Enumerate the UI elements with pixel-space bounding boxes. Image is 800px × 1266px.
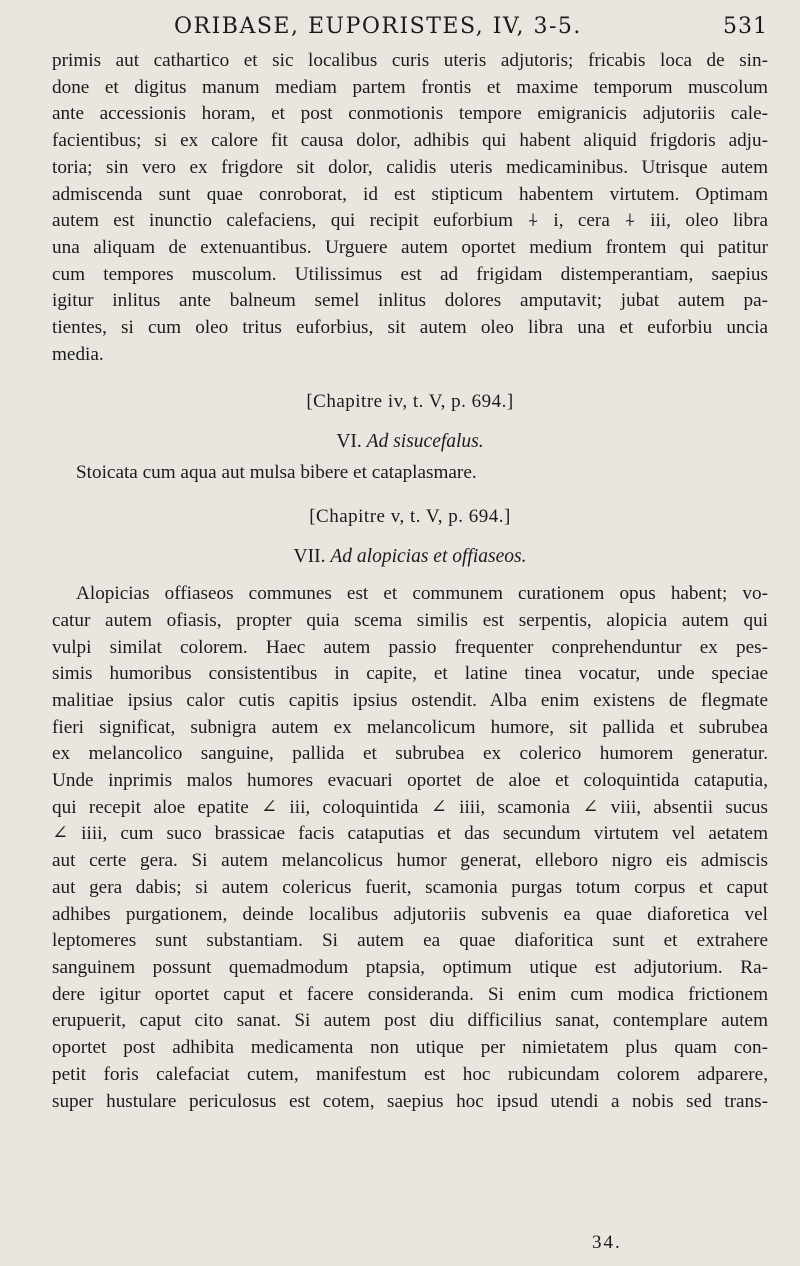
heading-title: Ad alopicias et offiaseos. — [330, 546, 527, 568]
text-line: primis aut cathartico et sic localibus curis uteris adjutoris; fricabis loca de sin- — [52, 50, 768, 71]
text-line: aut gera dabis; si autem colericus fuerit, scamonia purgas totum corpus et caput — [52, 876, 768, 898]
text-line: toria; sin vero ex frigdore sit dolor, calidis uteris medicaminibus. Utrisque autem — [52, 156, 768, 178]
text-line: vulpi similat colorem. Haec autem passio frequenter conprehenduntur ex pes- — [52, 636, 768, 658]
text-line: admiscenda sunt quae conroborat, id est stipticum habentem virtutem. Optimam — [52, 183, 768, 205]
section-6-text — [52, 460, 768, 487]
text-line: media. — [52, 343, 104, 365]
section-1-text — [52, 48, 768, 368]
text-line: una aliquam de extenuantibus. Urguere autem oportet medium frontem qui patitur — [52, 236, 768, 258]
text-line: autem est inunctio calefaciens, qui recipit euforbium ⍭ i, cera ⍭ iii, oleo libra — [52, 210, 768, 232]
section-7-text — [52, 581, 768, 1115]
text-line: done et digitus manum mediam partem frontis et maxime temporum muscolum — [52, 76, 768, 98]
text-line: qui recepit aloe epatite ∠ iii, coloquintida ∠ iiii, scamonia ∠ viii, absentii sucus — [52, 796, 768, 818]
section-heading-vi — [52, 424, 768, 460]
text-line: Unde inprimis malos humores evacuari oportet de aloe et coloquintida cataputia, — [52, 770, 768, 792]
text-line: facientibus; si ex calore fit causa dolor, adhibis qui habent aliquid frigdoris adju- — [52, 130, 768, 152]
running-title: ORIBASE, EUPORISTES, IV, 3-5. — [174, 14, 582, 39]
text-line: ∠ iiii, cum suco brassicae facis cataputias et das secundum virtutem vel aetatem — [52, 823, 768, 845]
text-line: Stoicata cum aqua aut mulsa bibere et cataplasmare. — [76, 462, 477, 484]
text-line: sanguinem possunt quemadmodum ptapsia, optimum utique est adjutorium. Ra- — [52, 956, 768, 978]
text-line: adhibes purgationem, deinde localibus adjutoriis subvenis ea quae diaforetica vel — [52, 903, 768, 925]
text-line: Alopicias offiaseos communes est et communem curationem opus habent; vo- — [76, 583, 768, 605]
text-line: malitiae ipsius calor cutis capitis ipsius ostendit. Alba enim existens de flegmate — [52, 689, 768, 711]
spacer — [52, 368, 768, 380]
text-line: petit foris calefaciat cutem, manifestum est hoc rubicundam colorem adparere, — [52, 1063, 768, 1085]
text-line: dere igitur oportet caput et facere consideranda. Si enim cum modica frictionem — [52, 983, 768, 1005]
text-line: erupuerit, caput cito sanat. Si autem post diu difficilius sanat, contemplare autem — [52, 1010, 768, 1032]
text-line: oportet post adhibita medicamenta non utique per nimietatem plus quam con- — [52, 1037, 768, 1059]
heading-number: VI. — [336, 431, 362, 453]
heading-number: VII. — [293, 546, 326, 568]
section-heading-vii — [52, 539, 768, 575]
text-line: ex melancolico sanguine, pallida et subrubea ex colerico humorem generatur. — [52, 743, 768, 765]
spacer — [52, 487, 768, 495]
text-line: aut certe gera. Si autem melancolicus humor generat, elleboro nigro eis admiscis — [52, 850, 768, 872]
text-line: fieri significat, subnigra autem ex melancolicum humore, sit pallida et subrubea — [52, 716, 768, 738]
text-line: simis humoribus consistentibus in capite, et latine tinea vocatur, unde speciae — [52, 663, 768, 685]
printer-signature: 34. — [592, 1232, 622, 1253]
heading-title: Ad sisucefalus. — [366, 431, 484, 453]
running-head — [174, 14, 768, 48]
chapter-reference: [Chapitre iv, t. V, p. 694.] — [306, 391, 514, 413]
text-line: igitur inlitus ante balneum semel inlitus dolores amputavit; jubat autem pa- — [52, 290, 768, 312]
text-line: cum tempores muscolum. Utilissimus est ad frigidam distemperantiam, saepius — [52, 263, 768, 285]
text-line: super hustulare periculosus est cotem, saepius hoc ipsud utendi a nobis sed trans- — [52, 1090, 768, 1112]
text-line: leptomeres sunt substantiam. Si autem ea quae diaforitica sunt et extrahere — [52, 930, 768, 952]
chapter-reference: [Chapitre v, t. V, p. 694.] — [309, 506, 511, 528]
text-line: ante accessionis horam, et post conmotionis tempore emigranicis adjutoriis cale- — [52, 103, 768, 125]
text-line: catur autem ofiasis, propter quia scema similis est serpentis, alopicia autem qui — [52, 609, 768, 631]
text-line: tientes, si cum oleo tritus euforbius, sit autem oleo libra una et euforbiu uncia — [52, 317, 768, 339]
page-number: 531 — [723, 14, 768, 39]
